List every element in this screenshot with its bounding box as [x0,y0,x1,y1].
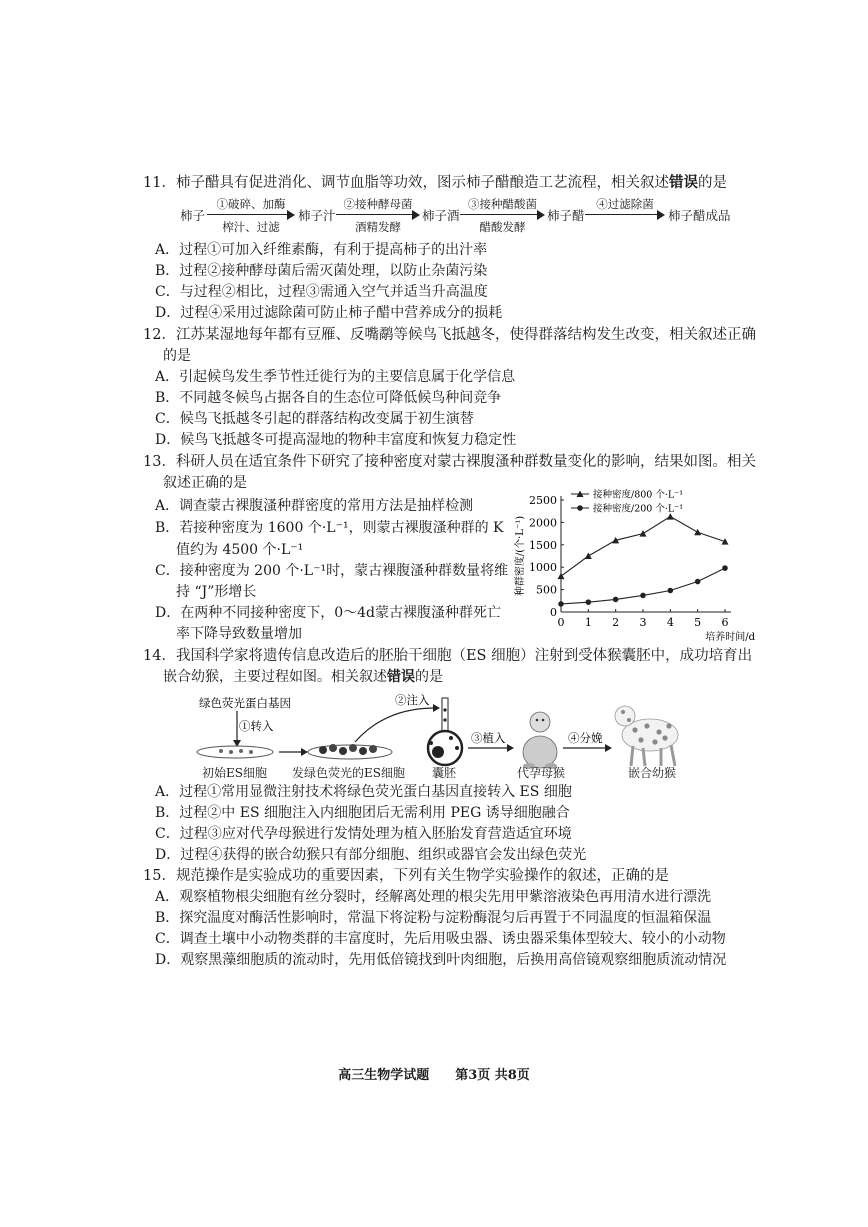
series-line [561,568,725,604]
flow-arrow-3: ③接种醋酸菌 醋酸发酵 [460,196,545,236]
q13-option-c-line2: 持 “J”形增长 [176,584,257,600]
legend-label: 接种密度/200 个·L⁻¹ [593,503,684,515]
q12-option-b: B．不同越冬候鸟占据各自的生态位可降低候鸟种间竞争 [155,390,502,406]
q12-stem-line1: 12．江苏某湿地每年都有豆雁、反嘴鹬等候鸟飞抵越冬，使得群落结构发生改变，相关叙述正确 [143,327,756,343]
flow-node-5: 柿子醋成品 [668,208,731,223]
q14-caption-3: 囊胚 [432,766,457,780]
q13-stem-line2: 叙述正确的是 [163,475,247,491]
q13-option-b-line1: B．若接种密度为 1600 个·L⁻¹，则蒙古裸腹溞种群的 K [155,520,504,536]
y-tick-label: 1000 [529,561,557,575]
q11-option-c: C．与过程②相比，过程③需通入空气并适当升高温度 [155,284,488,300]
step1-label: ①转入 [239,719,274,733]
x-tick-label: 2 [612,616,620,629]
y-axis-label: 种群密度/(个·L⁻¹) [515,515,526,597]
flow-node-4: 柿子醋 [547,208,585,223]
legend-marker [577,505,583,511]
x-tick-label: 6 [721,616,729,629]
data-point [694,529,701,536]
q12-option-a: A．引起候鸟发生季节性迁徙行为的主要信息属于化学信息 [155,369,516,385]
q14-caption-4: 代孕母猴 [517,766,566,780]
initial-dish-icon [197,746,273,758]
step3-label: ③植入 [471,731,506,745]
q13-option-d-line2: 率下降导致数量增加 [176,626,302,642]
q14-stem-line2: 嵌合幼猴，主要过程如图。相关叙述错误的是 [163,669,443,685]
data-point [640,593,646,599]
flow-arrow-2: ②接种酵母菌 酒精发酵 [336,196,420,236]
q14-option-c: C．过程③应对代孕母猴进行发情处理为植入胚胎发育营造适宜环境 [155,826,572,842]
x-tick-label: 0 [557,616,565,629]
data-point [558,573,565,580]
y-tick-label: 2500 [529,494,557,507]
q12-option-c: C．候鸟飞抵越冬引起的群落结构改变属于初生演替 [155,411,474,427]
q11-option-b: B．过程②接种酵母菌后需灭菌处理，以防止杂菌污染 [155,263,488,279]
data-point [558,601,564,607]
data-point [585,553,592,560]
q15-option-c: C．调查土壤中小动物类群的丰富度时，先后用吸虫器、诱虫器采集体型较大、较小的小动物 [155,931,726,947]
q11-stem: 11．柿子醋具有促进消化、调节血脂等功效，图示柿子醋酿造工艺流程，相关叙述错误的是 [143,174,727,191]
x-tick-label: 1 [584,616,592,629]
chimeric-monkey-icon [615,706,678,766]
data-point [695,579,701,585]
x-axis-label: 培养时间/d [705,632,755,643]
q11-option-d: D．过程④采用过滤除菌可防止柿子醋中营养成分的损耗 [155,305,503,321]
data-point [586,599,592,605]
y-tick-label: 2000 [529,516,557,530]
q14-caption-1: 初始ES细胞 [202,766,267,780]
y-tick-label: 500 [536,583,557,597]
step4-label: ④分娩 [568,731,603,745]
q13-population-chart [505,488,755,650]
data-point [722,538,729,545]
q14-option-a: A．过程①常用显微注射技术将绿色荧光蛋白基因直接转入 ES 细胞 [155,784,572,800]
y-tick-label: 1500 [529,538,557,552]
data-point [640,530,647,537]
q12-stem-line2: 的是 [163,348,191,364]
q13-option-d-line1: D．在两种不同接种密度下，0～4d蒙古裸腹溞种群死亡 [155,605,501,621]
data-point [722,565,728,571]
q15-option-a: A．观察植物根尖细胞有丝分裂时，经解离处理的根尖先用甲紫溶液染色再用清水进行漂洗 [155,889,712,905]
q14-stem-line1: 14．我国科学家将遗传信息改造后的胚胎干细胞（ES 细胞）注射到受体猴囊胚中，成功培育出 [143,648,753,664]
q14-option-b: B．过程②中 ES 细胞注入内细胞团后无需利用 PEG 诱导细胞融合 [155,805,570,821]
data-point [613,597,619,603]
flow-node-3: 柿子酒 [422,208,460,223]
series-line [561,517,725,577]
q15-option-d: D．观察黑藻细胞质的流动时，先用低倍镜找到叶肉细胞，后换用高倍镜观察细胞质流动情况 [155,952,727,968]
gene-label: 绿色荧光蛋白基因 [199,696,291,710]
data-point [668,588,674,594]
flow-node-1: 柿子 [180,208,206,223]
q13-option-c-line1: C．接种密度为 200 个·L⁻¹时，蒙古裸腹溞种群数量将维 [155,563,509,579]
q13-option-b-line2: 值约为 4500 个·L⁻¹ [176,542,304,558]
x-tick-label: 3 [639,616,647,629]
q11-process-flow [180,196,750,236]
q13-stem-line1: 13．科研人员在适宜条件下研究了接种密度对蒙古裸腹溞种群数量变化的影响，结果如图。相关 [143,454,756,470]
legend-label: 接种密度/800 个·L⁻¹ [593,489,684,501]
y-tick-label: 0 [550,606,557,619]
page-footer: 高三生物学试题 第3页 共8页 [338,1068,530,1083]
x-tick-label: 5 [694,616,702,629]
q14-option-d: D．过程④获得的嵌合幼猴只有部分细胞、组织或器官会发出绿色荧光 [155,847,587,863]
q15-stem: 15．规范操作是实验成功的重要因素，下列有关生物学实验操作的叙述，正确的是 [143,868,669,884]
q11-option-a: A．过程①可加入纤维素酶，有利于提高柿子的出汁率 [155,242,488,258]
q14-caption-5: 嵌合幼猴 [628,766,677,780]
surrogate-monkey-icon [523,712,557,769]
q15-option-b: B．探究温度对酶活性影响时，常温下将淀粉与淀粉酶混匀后再置于不同温度的恒温箱保温 [155,910,712,926]
step2-label: ②注入 [395,693,430,707]
flow-node-2: 柿子汁 [298,208,336,223]
q12-option-d: D．候鸟飞抵越冬可提高湿地的物种丰富度和恢复力稳定性 [155,432,517,448]
flow-arrow-1: ①破碎、加酶 榨汁、过滤 [207,196,295,236]
q13-option-a: A．调查蒙古裸腹溞种群密度的常用方法是抽样检测 [155,498,474,514]
q14-caption-2: 发绿色荧光的ES细胞 [292,766,405,780]
x-tick-label: 4 [666,616,674,629]
flow-arrow-4: ④过滤除菌 [585,196,665,236]
